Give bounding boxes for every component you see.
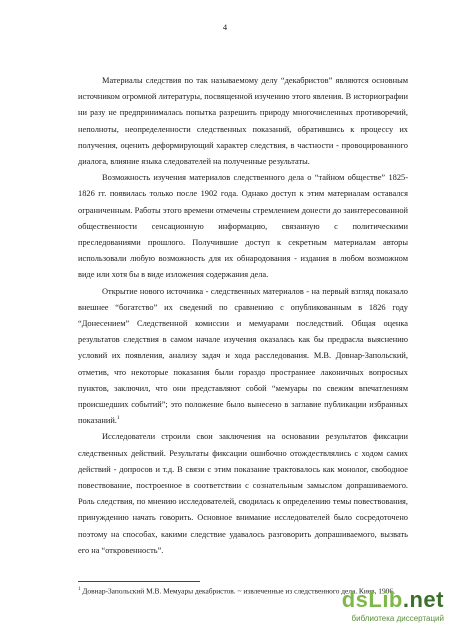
paragraph: Исследователи строили свои заключения на основании результатов фиксации следственных действий. Результаты фиксации ошибочно отождествлялись с ходом самих действий - допросов и т.д. В связи с этим показание трактовалось как монолог, свободное повествование, построенное в соответствии с сознательным замыслом допрашиваемого. Роль следствия, по мнению исследователей, сводилась к определению темы повествования, принуждению начать говорить. Основное внимание исследователей было сосредоточено поэтому на способах, какими следствие удавалось разговорить допрашиваемого, вызвать его на “откровенность”. xyxy=(78,432,408,555)
dslib-watermark[interactable] xyxy=(316,588,444,630)
paragraph: Возможность изучения материалов следственного дела о “тайном обществе” 1825-1826 гг. появилась только после 1902 года. Однако доступ к этим материалам оставался ограниченным. Работы этого времени отмечены стремлением донести до заинтересованной общественности сенсационную информацию, связанную с политическими преследованиями прошлого. Получившие доступ к секретным материалам авторы использовали любую возможность для их обнародования - издания в любом возможном виде или хотя бы в виде изложения содержания дела. xyxy=(78,173,408,280)
paragraph-with-footnote xyxy=(78,284,408,430)
dslib-logo: dsLib.net xyxy=(341,587,444,612)
watermark-tagline: библиотека диссертаций xyxy=(351,614,444,623)
footnote-text: Довнар-Запольский М.В. Мемуары декабристов. ~ извлеченные из следственного дела. Киев, 1906. xyxy=(82,586,395,596)
footnote-divider xyxy=(78,581,200,582)
footnote-marker: 1 xyxy=(78,587,81,592)
paragraph-text: Открытие нового источника - следственных материалов - на первый взгляд показало внешнее “богатство” их сведений по сравнению с опубликованным в 1826 году “Донесением” Следственной комиссии и мемуарами последствий. Общая оценка результатов следствия в самом начале изучения оказалась как бы предрасла выяснению условий их появления, анализу задач и хода расследования. М.В. Довнар-Запольский, отметив, что некоторые показания были гораздо пространнее лаконичных вопросных пунктов, заключил, что они представляют собой “мемуары по свежим впечатлениям происшедших событий”; это положение было вынесено в заглавие публикации избранных показаний. xyxy=(78,286,408,426)
paragraph: Материалы следствия по так называемому делу “декабристов” являются основным источником огромной литературы, посвященной изучению этого явления. В историографии ни разу не предпринималась попытка разрешить природу многочисленных противоречий, неполноты, неопределенности следственных показаний, обратившись к процессу их получения, оценить деформирующий характер следствия, в частности - провоцированного диалога, влияние языка следователей на полученные результаты. xyxy=(78,76,408,167)
document-body xyxy=(78,73,408,559)
page-number: 4 xyxy=(222,22,228,32)
footnote-reference[interactable]: 1 xyxy=(116,415,120,422)
